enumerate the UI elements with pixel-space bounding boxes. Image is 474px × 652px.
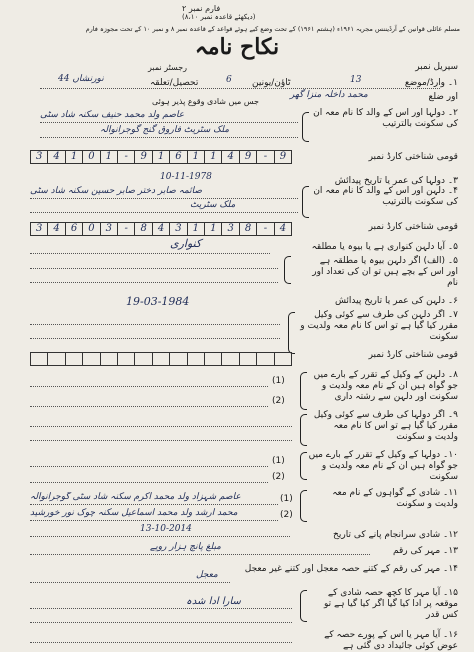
tehsil-label: تحصیل/تعلقہ: [150, 78, 199, 88]
cnic-digit-box: [100, 353, 117, 365]
cnic-digit-box: 6: [65, 223, 82, 235]
bride-status-value: کنواری: [170, 237, 202, 250]
section-16-label: ۱۶۔ آیا مہر یا اس کے پورے حصہ کے عوض کوئی جائیداد دی گئی ہے: [324, 630, 458, 651]
cnic-digit-box: 0: [82, 223, 99, 235]
form-title: نکاح نامہ: [194, 34, 280, 60]
groom-cnic-boxes: [30, 150, 292, 164]
marker-1b: (1): [272, 456, 285, 466]
section-10-label: ۱۰۔ دولہا کے وکیل کے تقرر کے بارے میں جو گواہ ہیں ان کے نام معہ ولدیت و سکونت: [308, 450, 458, 482]
bride-dob: 19-03-1984: [126, 295, 190, 308]
bride-status-label: ۵۔ آیا دلہن کنواری ہے یا بیوہ یا مطلقہ: [311, 242, 458, 252]
section-7-label: ۷۔ اگر دلہن کی طرف سے کوئی وکیل مقرر کیا گیا ہے تو اس کا نام معہ ولدیت و سکونت: [300, 310, 458, 342]
cnic-digit-box: 9: [274, 151, 291, 163]
marker-1: (1): [272, 376, 285, 386]
cnic-digit-box: 1: [204, 223, 221, 235]
bride-children-label: ۵۔ (الف) اگر دلہن بیوہ یا مطلقہ ہے اور اس کے بچے ہیں تو ان کی تعداد اور نام: [312, 256, 458, 288]
groom-dob: 10-11-1978: [160, 172, 212, 182]
bride-cnic-boxes: [30, 222, 292, 236]
groom-age-label: ۳۔ دولہا کی عمر یا تاریخ پیدائش: [334, 176, 458, 186]
section-11-label: ۱۱۔ شادی کے گواہوں کے نام معہ ولدیت و سکونت: [332, 488, 458, 509]
tehsil-value: نورنشاں 44: [58, 74, 104, 84]
groom-cnic-label: قومی شناختی کارڈ نمبر: [368, 152, 458, 162]
bride-age-label: ۶۔ دلہن کی عمر یا تاریخ پیدائش: [334, 296, 458, 306]
cnic-digit-box: 1: [204, 151, 221, 163]
section-14-label: ۱۴۔ مہر کی رقم کے کتنے حصہ معجل اور کتنے غیر معجل: [244, 564, 458, 574]
form-number: فارم نمبر ۲: [182, 4, 221, 13]
cnic-digit-box: [169, 353, 186, 365]
marker-2: (2): [272, 396, 285, 406]
marker-2c: (2): [280, 510, 293, 520]
cnic-digit-box: 0: [82, 151, 99, 163]
cnic-digit-box: -: [117, 151, 134, 163]
ward-label: ۱۔ وارڈ/موضع: [404, 78, 458, 88]
groom-name-value: عاصم ولد محمد حنیف سکنہ شاد سٹی: [40, 110, 185, 120]
cnic-digit-box: 3: [36, 223, 43, 234]
marker-1c: (1): [280, 494, 293, 504]
register-number-label: رجسٹر نمبر: [148, 63, 187, 72]
cnic-digit-box: [204, 353, 221, 365]
cnic-digit-box: 1: [100, 151, 117, 163]
bride-name-value: صائمہ صابر دختر صابر حسین سکنہ شاد سٹی: [30, 186, 203, 196]
bride-name-label: ۴۔ دلہن اور اس کے والد کا نام معہ ان کی سکونت بالترتیب: [313, 186, 458, 207]
cnic-digit-box: [31, 353, 47, 365]
cnic-digit-box: 6: [169, 151, 186, 163]
marriage-date: 13-10-2014: [140, 524, 192, 534]
rule-reference: (دیکھئے قاعدہ نمبر ۸،۱۰): [182, 13, 256, 21]
cnic-digit-box: 3: [221, 223, 238, 235]
cnic-digit-box: 4: [47, 223, 64, 235]
cnic-digit-box: 3: [100, 223, 117, 235]
cnic-digit-box: 9: [239, 151, 256, 163]
cnic-digit-box: [152, 353, 169, 365]
witness-2: محمد ارشد ولد محمد اسماعیل سکنہ چوک نور خورشید: [30, 508, 238, 518]
cnic-digit-box: 1: [65, 151, 82, 163]
marker-2b: (2): [272, 472, 285, 482]
bride-cnic-label: قومی شناختی کارڈ نمبر: [368, 222, 458, 232]
district-label: اور ضلع: [428, 92, 458, 102]
town-value: 6: [226, 75, 232, 85]
witness-1: عاصم شہزاد ولد محمد اکرم سکنہ شاد سٹی گوجرانوالہ: [30, 492, 241, 502]
cnic-digit-box: 4: [152, 223, 169, 235]
groom-name-value-2: ملک سٹریٹ فاروق گنج گوجرانوالہ: [100, 125, 230, 135]
mehr-paid: سارا ادا شدہ: [186, 596, 241, 607]
cnic-digit-box: -: [256, 151, 273, 163]
mehr-type: معجل: [196, 570, 218, 580]
section-13-label: ۱۳۔ مہر کی رقم: [392, 546, 458, 556]
cnic-digit-box: 3: [169, 223, 186, 235]
cnic-digit-box: -: [117, 223, 134, 235]
cnic-digit-box: 3: [36, 151, 43, 162]
cnic-digit-box: 8: [239, 223, 256, 235]
cnic-digit-box: [221, 353, 238, 365]
section-8-label: ۸۔ دلہن کے وکیل کے تقرر کے بارے میں جو گواہ ہیں ان کے نام معہ ولدیت و سکونت اور دلہن سے رشتہ داری: [313, 370, 458, 402]
section-7-cnic-label: قومی شناختی کارڈ نمبر: [368, 350, 458, 360]
agent-cnic-boxes: [30, 352, 292, 366]
law-line: مسلم عائلی قوانین کے آرڈیننس مجریہ ۱۹۶۱ء (ہشتم ۱۹۶۱) کے تحت وضع کیے ہوئے قواعد کے قاعدہ نمبر ۸ و نمبر ۱۰ کے تحت مجوزہ فارم: [85, 25, 460, 33]
cnic-digit-box: 1: [187, 151, 204, 163]
cnic-digit-box: [239, 353, 256, 365]
cnic-digit-box: [65, 353, 82, 365]
ward-value: 13: [350, 75, 362, 85]
section-9-label: ۹۔ اگر دولہا کی طرف سے کوئی وکیل مقرر کیا گیا ہے تو اس کا نام معہ ولدیت و سکونت: [313, 410, 458, 442]
cnic-digit-box: [117, 353, 134, 365]
cnic-digit-box: 8: [134, 223, 151, 235]
cnic-digit-box: 1: [187, 223, 204, 235]
town-label: ٹاؤن/یونین: [252, 78, 291, 88]
cnic-digit-box: 4: [274, 223, 291, 235]
bride-name-value-2: ملک سٹریٹ: [190, 200, 236, 210]
cnic-digit-box: 4: [47, 151, 64, 163]
district-value: محمد داخلہ منزا گھر: [290, 90, 368, 100]
mehr-amount: مبلغ پانچ ہزار روپے: [150, 542, 222, 552]
cnic-digit-box: 9: [134, 151, 151, 163]
groom-name-label: ۲۔ دولہا اور اس کے والد کا نام معہ ان کی سکونت بالترتیب: [313, 108, 458, 129]
cnic-digit-box: [47, 353, 64, 365]
cnic-digit-box: 1: [152, 151, 169, 163]
cnic-digit-box: [256, 353, 273, 365]
cnic-digit-box: 4: [221, 151, 238, 163]
serial-number-label: سیریل نمبر: [415, 62, 458, 72]
place-note: جس میں شادی وقوع پذیر ہوئی: [152, 97, 259, 106]
cnic-digit-box: [82, 353, 99, 365]
cnic-digit-box: -: [256, 223, 273, 235]
cnic-digit-box: [134, 353, 151, 365]
section-12-label: ۱۲۔ شادی سرانجام پانے کی تاریخ: [333, 530, 458, 540]
cnic-digit-box: [187, 353, 204, 365]
section-15-label: ۱۵۔ آیا مہر کا کچھ حصہ شادی کے موقعہ پر ادا کیا گیا اگر کیا گیا ہے تو کس قدر: [323, 588, 458, 620]
cnic-digit-box: [274, 353, 291, 365]
